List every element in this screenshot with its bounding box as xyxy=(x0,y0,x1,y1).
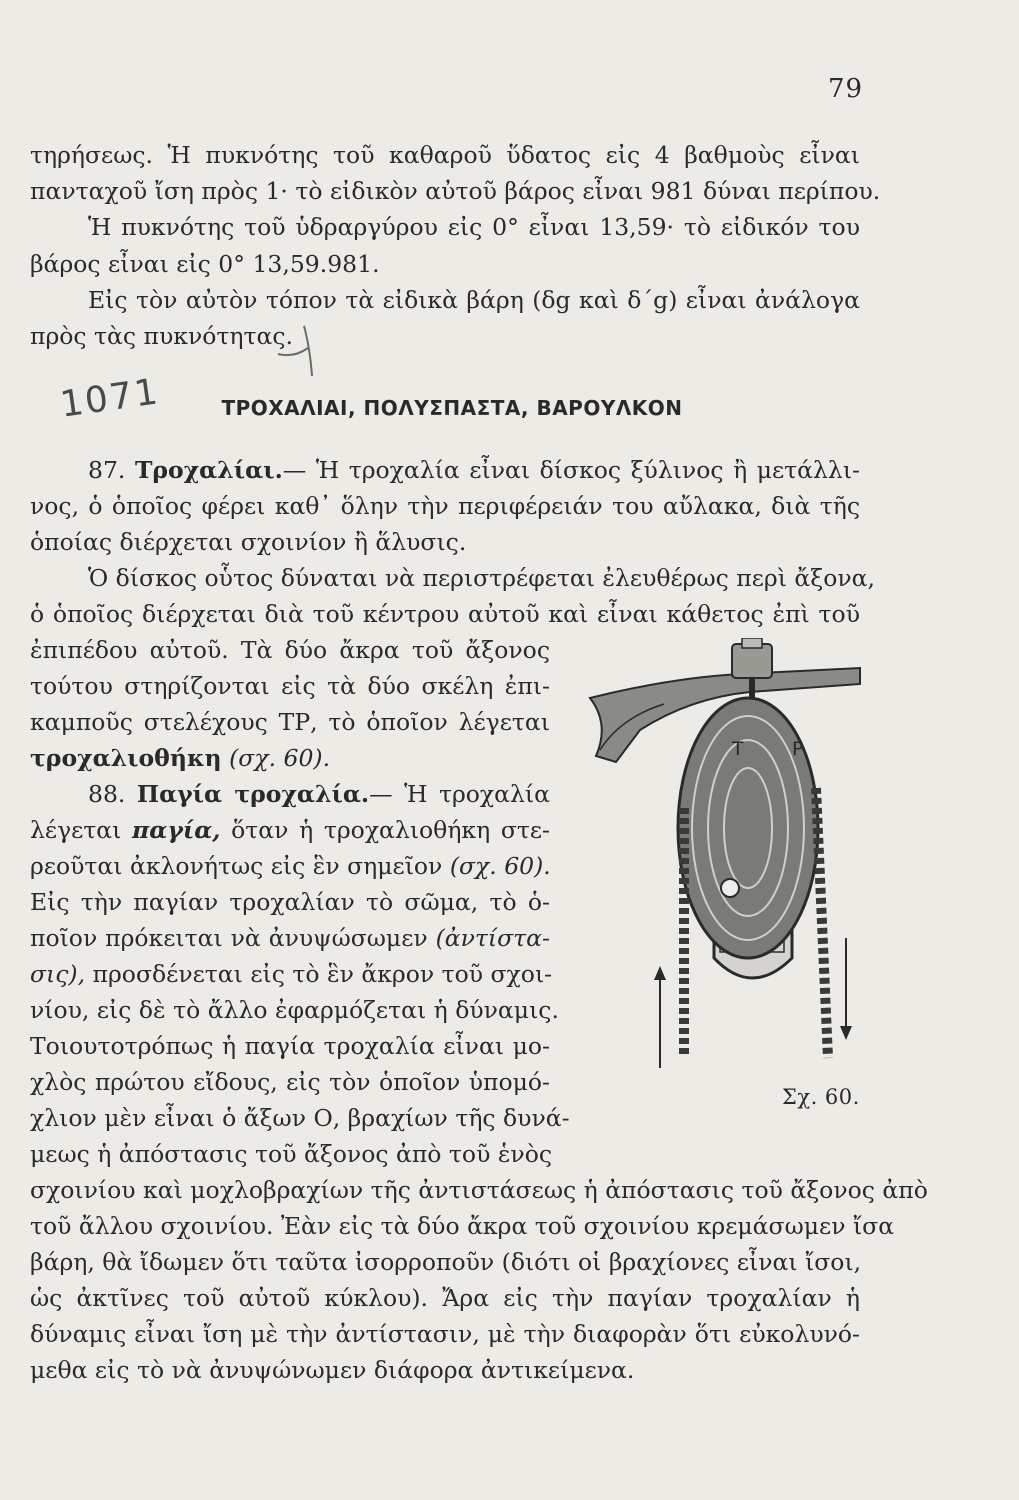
text-line: ἐπιπέδου αὐτοῦ. Τὰ δύο ἄκρα τοῦ ἄξονος xyxy=(30,636,550,664)
text-line: ὁ ὁποῖος διέρχεται διὰ τοῦ κέντρου αὐτοῦ καὶ εἶναι κάθετος ἐπὶ τοῦ xyxy=(30,600,860,628)
section-87-line xyxy=(88,455,860,485)
text-line: τούτου στηρίζονται εἰς τὰ δύο σκέλη ἐπι- xyxy=(30,672,550,700)
section-87-line xyxy=(30,743,550,773)
figure-caption: Σχ. 60. xyxy=(782,1085,860,1109)
section-88-line xyxy=(88,779,550,809)
text-run: ρεοῦται ἀκλονήτως εἰς ἓν σημεῖον xyxy=(30,852,443,880)
text-line: Εἰς τὸν αὐτὸν τόπον τὰ εἰδικὰ βάρη (δg καὶ δ΄g) εἶναι ἀνάλογα xyxy=(88,286,860,314)
section-title: Τροχαλίαι. xyxy=(134,456,283,484)
text-line: ὁποίας διέρχεται σχοινίον ἢ ἅλυσις. xyxy=(30,528,467,556)
text-line: βάρος εἶναι εἰς 0° 13,59.981. xyxy=(30,250,380,278)
text-line: μεως ἡ ἀπόστασις τοῦ ἄξονος ἀπὸ τοῦ ἑνὸς xyxy=(30,1140,553,1168)
page-number: 79 xyxy=(828,74,864,104)
figure-label-t: Τ xyxy=(732,738,744,760)
text-line: Ἡ πυκνότης τοῦ ὑδραργύρου εἰς 0° εἶναι 13,59· τὸ εἰδικόν του xyxy=(88,213,860,241)
text-line: βάρη, θὰ ἴδωμεν ὅτι ταῦτα ἰσορροποῦν (διότι οἱ βραχίονες εἶναι ἴσοι, xyxy=(30,1248,862,1276)
text-line: Τοιουτοτρόπως ἡ παγία τροχαλία εἶναι μο- xyxy=(30,1032,550,1060)
pencil-tick-mark xyxy=(274,318,344,378)
section-heading: ΤΡΟΧΑΛΙΑΙ, ΠΟΛΥΣΠΑΣΤΑ, ΒΑΡΟΥΛΚΟΝ xyxy=(221,396,683,420)
figure-reference: (σχ. 60). xyxy=(229,744,331,772)
text-run: — Ἡ τροχαλία xyxy=(369,780,550,808)
text-line: Ὁ δίσκος οὗτος δύναται νὰ περιστρέφεται ἐλευθέρως περὶ ἄξονα, xyxy=(88,564,875,592)
text-line: νος, ὁ ὁποῖος φέρει καθ᾽ ὅλην τὴν περιφέρειάν του αὔλακα, διὰ τῆς xyxy=(30,492,860,520)
text-run: ποῖον πρόκειται νὰ ἀνυψώσωμεν xyxy=(30,924,428,952)
text-line: τοῦ ἄλλου σχοινίου. Ἐὰν εἰς τὰ δύο ἄκρα τοῦ σχοινίου κρεμάσωμεν ἴσα xyxy=(30,1212,895,1240)
text-line: χλιον μὲν εἶναι ὁ ἄξων Ο, βραχίων τῆς δυνά- xyxy=(30,1104,570,1132)
text-run: ὅταν ἡ τροχαλιοθήκη στε- xyxy=(231,816,550,844)
section-title: Παγία τροχαλία. xyxy=(136,780,370,808)
section-number: 88. xyxy=(88,780,126,808)
text-line: καμποῦς στελέχους ΤΡ, τὸ ὁποῖον λέγεται xyxy=(30,708,550,736)
text-line: χλὸς πρώτου εἴδους, εἰς τὸν ὁποῖον ὑπομό- xyxy=(30,1068,550,1096)
figure-label-p: Ρ xyxy=(792,738,804,760)
text-line: ὡς ἀκτῖνες τοῦ αὐτοῦ κύκλου). Ἄρα εἰς τὴν παγίαν τροχαλίαν ἡ xyxy=(30,1284,860,1312)
term: τροχαλιοθήκη xyxy=(30,744,222,772)
term: παγία, xyxy=(132,816,221,844)
text-run: προσδένεται εἰς τὸ ἓν ἄκρον τοῦ σχοι- xyxy=(92,960,553,988)
section-88-line xyxy=(30,959,553,989)
text-line: πανταχοῦ ἴση πρὸς 1· τὸ εἰδικὸν αὐτοῦ βάρος εἶναι 981 δύναι περίπου. xyxy=(30,177,881,205)
section-88-line xyxy=(30,851,550,881)
text-run: λέγεται xyxy=(30,816,122,844)
section-88-line xyxy=(30,815,550,845)
term: (ἀντίστα- xyxy=(435,924,550,952)
text-line: πρὸς τὰς πυκνότητας. xyxy=(30,322,293,350)
text-line: δύναμις εἶναι ἴση μὲ τὴν ἀντίστασιν, μὲ τὴν διαφορὰν ὅτι εὐκολυνό- xyxy=(30,1320,860,1348)
section-number: 87. xyxy=(88,456,126,484)
text-line: Εἰς τὴν παγίαν τροχαλίαν τὸ σῶμα, τὸ ὁ- xyxy=(30,888,550,916)
section-88-line xyxy=(30,923,550,953)
term: σις), xyxy=(30,960,86,988)
figure-reference: (σχ. 60). xyxy=(449,852,551,880)
text-line: τηρήσεως. Ἡ πυκνότης τοῦ καθαροῦ ὕδατος εἰς 4 βαθμοὺς εἶναι xyxy=(30,141,860,169)
text-line: μεθα εἰς τὸ νὰ ἀνυψώνωμεν διάφορα ἀντικείμενα. xyxy=(30,1356,635,1384)
pulley-illustration xyxy=(580,638,870,1078)
handwritten-note: 1071 xyxy=(57,371,162,426)
text-line: σχοινίου καὶ μοχλοβραχίων τῆς ἀντιστάσεως ἡ ἀπόστασις τοῦ ἄξονος ἀπὸ xyxy=(30,1176,928,1204)
text-run: — Ἡ τροχαλία εἶναι δίσκος ξύλινος ἢ μετάλλι- xyxy=(282,456,860,484)
text-line: νίου, εἰς δὲ τὸ ἄλλο ἐφαρμόζεται ἡ δύναμις. xyxy=(30,996,559,1024)
